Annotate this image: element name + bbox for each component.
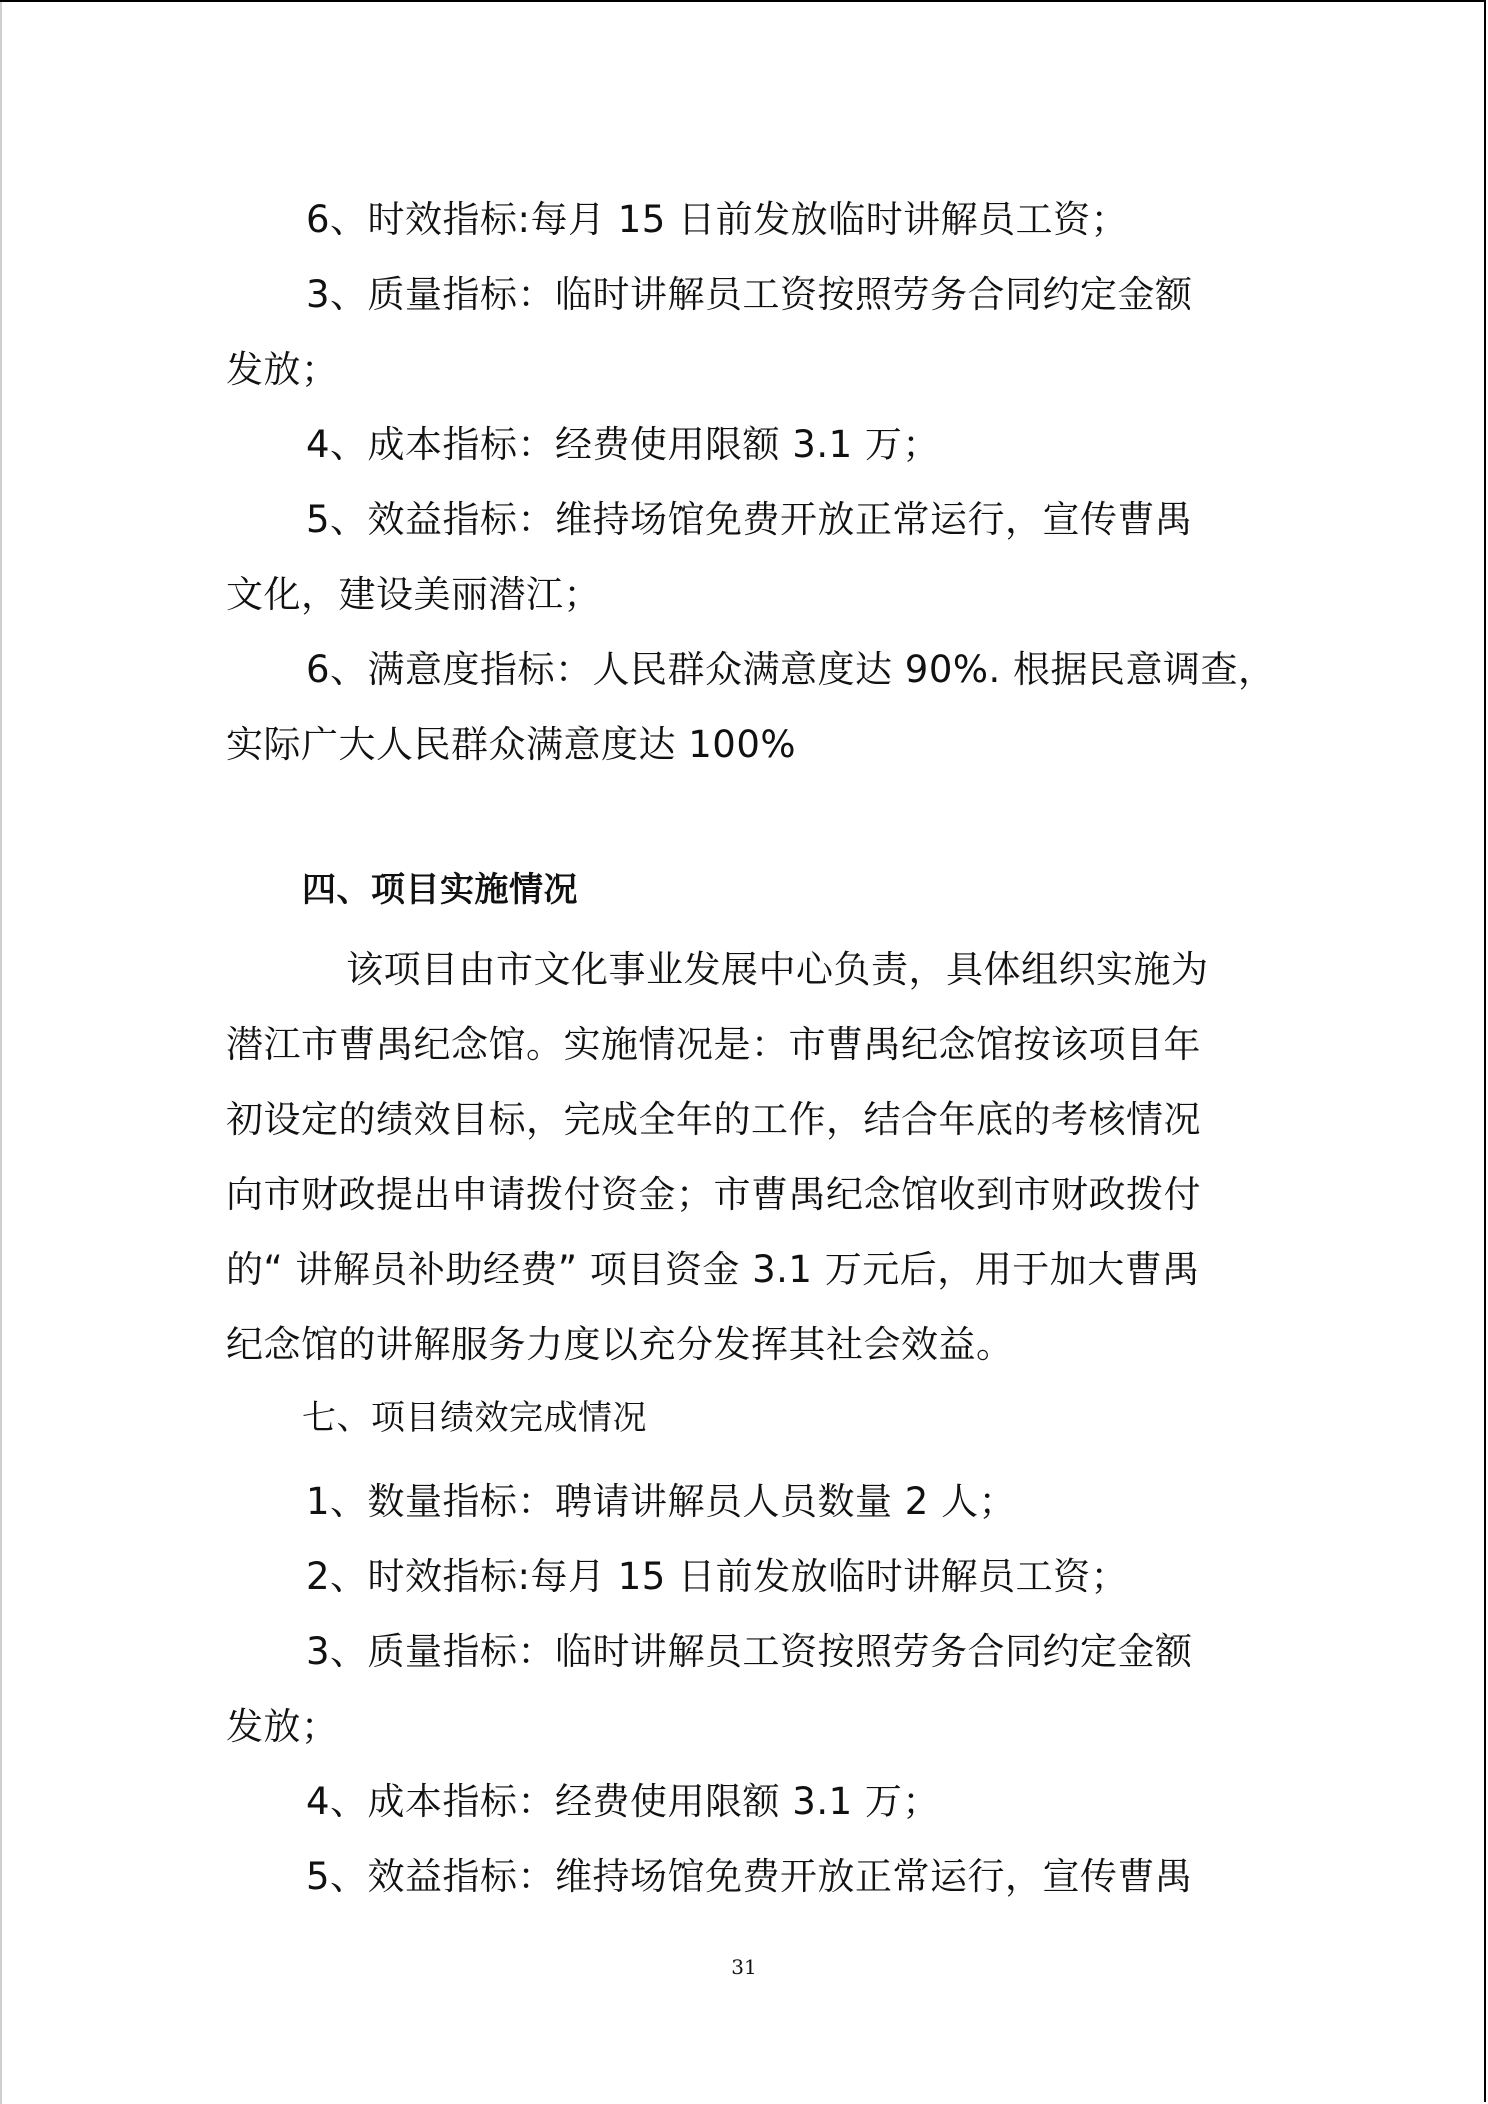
paragraph-line: 该项目由市文化事业发展中心负责，具体组织实施为 [346,948,1209,991]
paragraph-line: 3、质量指标：临时讲解员工资按照劳务合同约定金额 [306,1630,1193,1673]
paragraph-line: 文化，建设美丽潜江； [226,573,601,616]
paragraph-line: 3、质量指标：临时讲解员工资按照劳务合同约定金额 [306,273,1193,316]
section-subheading: 七、项目绩效完成情况 [302,1398,647,1438]
paragraph-line: 6、满意度指标：人民群众满意度达 90%. 根据民意调查， [306,648,1276,691]
paragraph-line: 4、成本指标：经费使用限额 3.1 万； [306,1780,940,1823]
paragraph-line: 向市财政提出申请拨付资金；市曹禺纪念馆收到市财政拨付 [226,1173,1201,1216]
paragraph-line: 6、时效指标:每月 15 日前发放临时讲解员工资； [306,198,1129,241]
paragraph-line: 发放； [226,1705,339,1748]
paragraph-line: 纪念馆的讲解服务力度以充分发挥其社会效益。 [226,1323,1014,1366]
paragraph-line: 1、数量指标：聘请讲解员人员数量 2 人； [306,1480,1017,1523]
paragraph-line: 的“ 讲解员补助经费” 项目资金 3.1 万元后，用于加大曹禺 [226,1248,1200,1291]
paragraph-line: 潜江市曹禺纪念馆。实施情况是：市曹禺纪念馆按该项目年 [226,1023,1201,1066]
paragraph-line: 5、效益指标：维持场馆免费开放正常运行，宣传曹禺 [306,1855,1193,1898]
paragraph-line: 2、时效指标:每月 15 日前发放临时讲解员工资； [306,1555,1129,1598]
section-heading: 四、项目实施情况 [302,870,578,910]
page-number: 31 [731,1955,757,1979]
paragraph-line: 实际广大人民群众满意度达 100% [226,723,797,766]
paragraph-line: 发放； [226,348,339,391]
paragraph-line: 5、效益指标：维持场馆免费开放正常运行，宣传曹禺 [306,498,1193,541]
paragraph-line: 4、成本指标：经费使用限额 3.1 万； [306,423,940,466]
paragraph-line: 初设定的绩效目标，完成全年的工作，结合年底的考核情况 [226,1098,1201,1141]
